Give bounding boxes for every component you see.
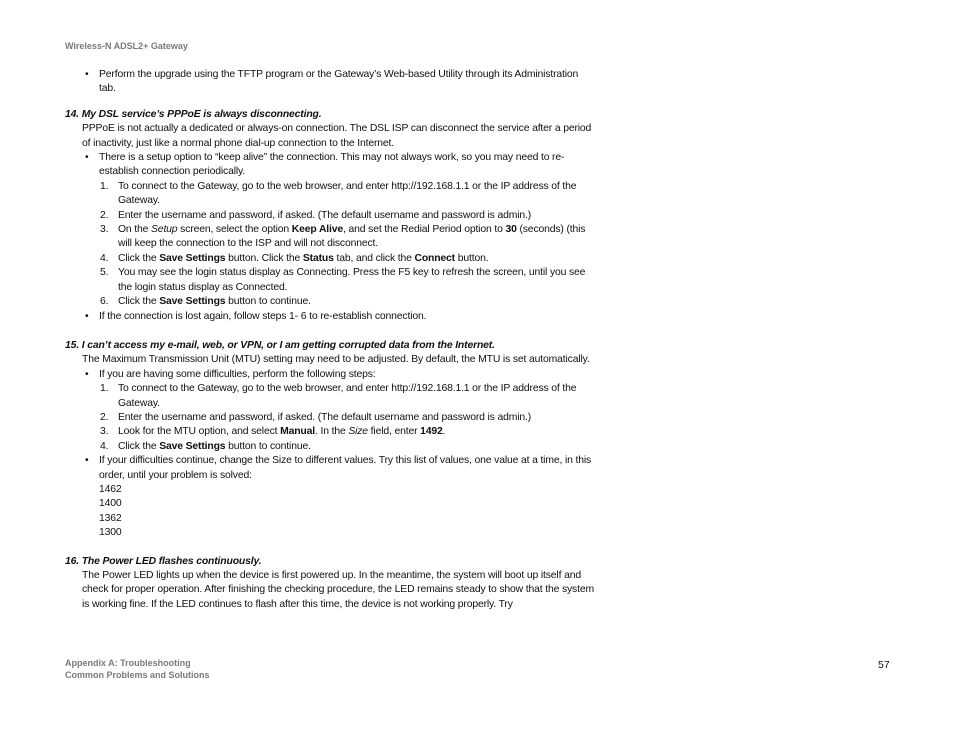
bullet-marker: • — [85, 455, 89, 467]
section-14-intro: PPPoE is not actually a dedicated or always-on connection. The DSL ISP can disconnect the service after a period of inactivity, just like a normal phone dial-up connection to the Internet. — [82, 123, 592, 149]
bullet-text: There is a setup option to “keep alive” the connection. This may not always work, so you may need to re-establish connection periodically. — [99, 152, 565, 178]
screen-name: Setup — [151, 224, 178, 236]
step-text: Click the — [118, 296, 160, 308]
step-number: 6. — [100, 296, 109, 308]
option-value: Manual — [280, 426, 315, 438]
step-text: (seconds) (this will keep the connection to the ISP and will not disconnect. — [118, 224, 586, 250]
step-item — [65, 440, 595, 454]
step-number: 2. — [100, 209, 109, 221]
step-text: button to continue. — [225, 296, 311, 308]
bullet-marker: • — [85, 152, 89, 164]
step-item — [65, 209, 595, 223]
step-number: 2. — [100, 411, 109, 423]
button-name: Save Settings — [159, 440, 226, 452]
mtu-value: 1400 — [99, 498, 122, 510]
running-footer — [65, 657, 210, 681]
section-15-intro: The Maximum Transmission Unit (MTU) setting may need to be adjusted. By default, the MTU is set automatically. — [82, 354, 590, 366]
step-text: Click the — [118, 252, 160, 264]
step-item — [65, 266, 595, 295]
option-value: 1492 — [420, 426, 443, 438]
step-number: 4. — [100, 440, 109, 452]
step-item — [65, 382, 595, 411]
step-text: screen, select the option — [177, 224, 292, 236]
step-text: button. — [455, 252, 489, 264]
step-text: Click the — [118, 440, 160, 452]
step-text: button. Click the — [225, 252, 303, 264]
step-text: To connect to the Gateway, go to the web browser, and enter http://192.168.1.1 or the IP address of the Gateway. — [118, 180, 577, 207]
step-text: . — [442, 426, 446, 438]
section-heading-16: 16. The Power LED flashes continuously. — [65, 555, 262, 567]
list-item — [65, 368, 595, 382]
step-text: . In the — [315, 426, 349, 438]
step-text: You may see the login status display as Connecting. Press the F5 key to refresh the screen, until you see the login status display as Connected. — [118, 267, 586, 293]
footer-line: Appendix A: Troubleshooting — [65, 658, 191, 668]
step-text: Enter the username and password, if asked. (The default username and password is admin.) — [118, 411, 532, 423]
button-name: Connect — [414, 252, 455, 264]
step-text: , and set the Redial Period option to — [343, 224, 506, 236]
step-item — [65, 180, 595, 209]
bullet-text: Perform the upgrade using the TFTP program or the Gateway’s Web-based Utility through its Administration tab. — [99, 69, 579, 95]
button-name: Save Settings — [159, 296, 226, 308]
bullet-text: If the connection is lost again, follow steps 1- 6 to re-establish connection. — [99, 310, 427, 322]
step-text: Enter the username and password, if asked. (The default username and password is admin.) — [118, 209, 532, 221]
bullet-text: If your difficulties continue, change the Size to different values. Try this list of values, one value at a time, in this order, until your problem is solved: — [99, 455, 592, 481]
list-item — [65, 310, 595, 324]
field-name: Size — [348, 426, 368, 438]
mtu-value: 1362 — [99, 512, 122, 524]
mtu-value: 1462 — [99, 483, 122, 495]
option-value: 30 — [505, 224, 517, 236]
bullet-marker: • — [85, 69, 89, 80]
step-number: 3. — [100, 426, 109, 438]
list-item — [65, 151, 595, 180]
step-number: 1. — [100, 383, 109, 395]
step-item — [65, 223, 595, 252]
bullet-marker: • — [85, 310, 89, 322]
section-16-intro: The Power LED lights up when the device is first powered up. In the meantime, the system will boot up itself and check for proper operation. After finishing the checking procedure, the LED remains steady to show that the system is working fine. If the LED continues to flash after this time, the device is not working properly. Try — [82, 570, 594, 610]
section-heading-15: 15. I can’t access my e-mail, web, or VPN, or I am getting corrupted data from the Internet. — [65, 339, 495, 351]
step-number: 3. — [100, 224, 109, 236]
step-text: To connect to the Gateway, go to the web browser, and enter http://192.168.1.1 or the IP address of the Gateway. — [118, 383, 577, 409]
button-name: Save Settings — [159, 252, 226, 264]
step-text: tab, and click the — [333, 252, 415, 264]
step-item — [65, 425, 595, 439]
step-number: 5. — [100, 267, 109, 279]
page-number: 57 — [878, 659, 890, 671]
footer-line: Common Problems and Solutions — [65, 670, 210, 680]
step-number: 4. — [100, 252, 109, 264]
page-body — [65, 68, 595, 612]
step-text: Look for the MTU option, and select — [118, 426, 281, 438]
step-item — [65, 295, 595, 309]
step-text: button to continue. — [225, 440, 311, 452]
list-item — [65, 68, 595, 97]
step-item — [65, 252, 595, 266]
step-number: 1. — [100, 180, 109, 192]
mtu-value: 1300 — [99, 527, 122, 539]
step-text: On the — [118, 224, 152, 236]
running-header: Wireless-N ADSL2+ Gateway — [65, 41, 188, 51]
step-text: field, enter — [367, 426, 421, 438]
bullet-marker: • — [85, 368, 89, 380]
step-item — [65, 411, 595, 425]
option-name: Keep Alive — [291, 224, 344, 236]
tab-name: Status — [302, 252, 334, 264]
bullet-text: If you are having some difficulties, perform the following steps: — [99, 368, 376, 380]
list-item — [65, 454, 595, 483]
section-heading-14: 14. My DSL service’s PPPoE is always disconnecting. — [65, 108, 322, 120]
